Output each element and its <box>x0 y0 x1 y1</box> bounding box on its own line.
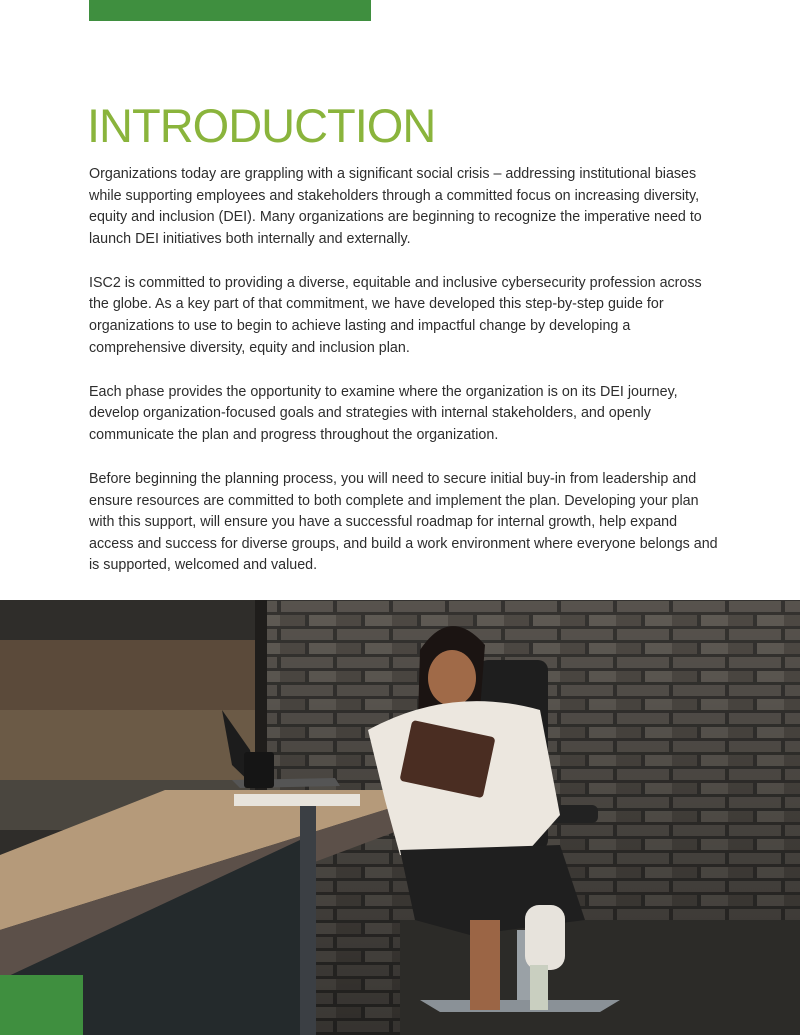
page-title: INTRODUCTION <box>87 99 436 152</box>
intro-body <box>89 164 719 600</box>
intro-paragraph-4: Before beginning the planning process, you will need to secure initial buy-in from leadership and ensure resources are committed to both complete and implement the plan. Developing your plan with this support, will ensure you have a successful roadmap for internal growth, help expand access and success for diverse groups, and build a work environment where everyone belongs and is supported, welcomed and valued. <box>89 471 718 574</box>
intro-paragraph-2: ISC2 is committed to providing a diverse, equitable and inclusive cybersecurity profession across the globe. As a key part of that commitment, we have developed this step-by-step guide for organizations to use to begin to achieve lasting and impactful change by developing a comprehensive diversity, equity and inclusion plan. <box>89 274 702 356</box>
intro-paragraph-1: Organizations today are grappling with a significant social crisis – addressing institutional biases while supporting employees and stakeholders through a committed focus on increasing diversity, equity and inclusion (DEI). Many organizations are beginning to recognize the imperative need to launch DEI initiatives both internally and externally. <box>89 166 702 247</box>
office-photo-illustration <box>0 600 800 1035</box>
office-photo <box>0 600 800 1035</box>
bottom-accent-block <box>0 975 83 1035</box>
top-accent-bar <box>89 0 371 21</box>
intro-paragraph-3: Each phase provides the opportunity to examine where the organization is on its DEI journey, develop organization-focused goals and strategies with internal stakeholders, and openly communicate the plan and progress throughout the organization. <box>89 383 678 443</box>
